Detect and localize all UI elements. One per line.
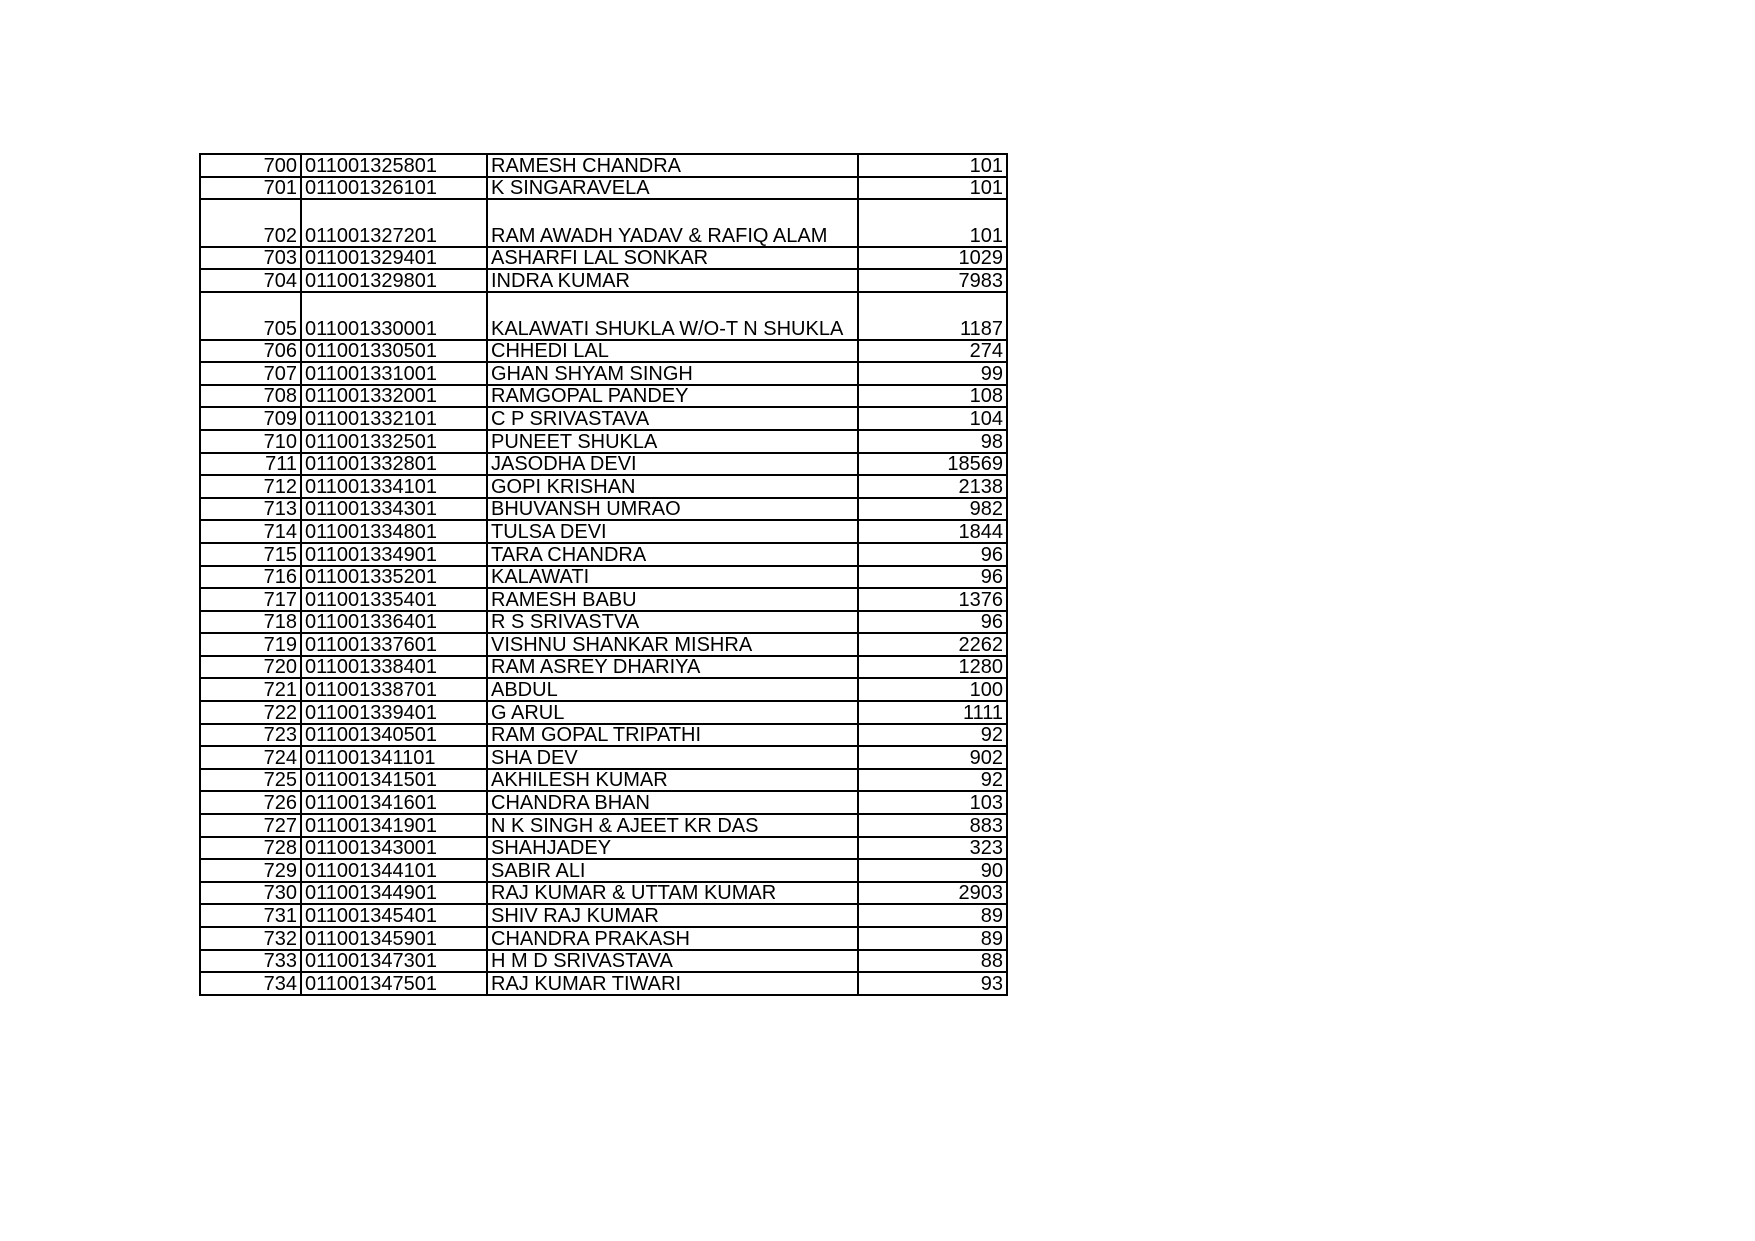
serial-number-cell: 734 [200,972,301,995]
holder-name-cell: K SINGARAVELA [487,177,858,200]
table-row [200,498,1007,521]
account-number-cell: 011001329401 [301,247,487,270]
holder-name-cell: ABDUL [487,678,858,701]
table-row [200,269,1007,292]
table-row [200,475,1007,498]
table-row [200,656,1007,679]
account-number-cell: 011001341601 [301,791,487,814]
holder-name-cell: SHIV RAJ KUMAR [487,904,858,927]
amount-cell: 7983 [858,269,1007,292]
amount-cell: 89 [858,927,1007,950]
table-row [200,292,1007,340]
serial-number-cell: 720 [200,656,301,679]
holder-name-cell: GHAN SHYAM SINGH [487,362,858,385]
serial-number-cell: 712 [200,475,301,498]
amount-cell: 1187 [858,292,1007,340]
account-number-cell: 011001344901 [301,882,487,905]
holder-name-cell: CHHEDI LAL [487,340,858,363]
table-row [200,633,1007,656]
table-row [200,678,1007,701]
amount-cell: 101 [858,199,1007,247]
serial-number-cell: 728 [200,837,301,860]
table-row [200,430,1007,453]
table-row [200,701,1007,724]
amount-cell: 100 [858,678,1007,701]
serial-number-cell: 702 [200,199,301,247]
serial-number-cell: 703 [200,247,301,270]
amount-cell: 1376 [858,588,1007,611]
account-number-cell: 011001335401 [301,588,487,611]
table-row [200,340,1007,363]
holder-name-cell: RAJ KUMAR TIWARI [487,972,858,995]
table-row [200,882,1007,905]
account-number-cell: 011001332001 [301,385,487,408]
holder-name-cell: PUNEET SHUKLA [487,430,858,453]
table-body [200,154,1007,995]
serial-number-cell: 704 [200,269,301,292]
holder-name-cell: RAM AWADH YADAV & RAFIQ ALAM [487,199,858,247]
amount-cell: 1111 [858,701,1007,724]
table-row [200,543,1007,566]
amount-cell: 103 [858,791,1007,814]
account-number-cell: 011001330001 [301,292,487,340]
holder-name-cell: KALAWATI SHUKLA W/O-T N SHUKLA [487,292,858,340]
amount-cell: 2262 [858,633,1007,656]
data-table [199,153,1008,996]
account-number-cell: 011001331001 [301,362,487,385]
amount-cell: 18569 [858,453,1007,476]
account-number-cell: 011001344101 [301,859,487,882]
table-row [200,769,1007,792]
account-number-cell: 011001336401 [301,611,487,634]
holder-name-cell: RAMGOPAL PANDEY [487,385,858,408]
serial-number-cell: 713 [200,498,301,521]
account-number-cell: 011001326101 [301,177,487,200]
amount-cell: 101 [858,177,1007,200]
account-number-cell: 011001347301 [301,950,487,973]
holder-name-cell: INDRA KUMAR [487,269,858,292]
table-row [200,453,1007,476]
table-row [200,927,1007,950]
amount-cell: 1280 [858,656,1007,679]
serial-number-cell: 733 [200,950,301,973]
holder-name-cell: G ARUL [487,701,858,724]
holder-name-cell: JASODHA DEVI [487,453,858,476]
amount-cell: 101 [858,154,1007,177]
amount-cell: 93 [858,972,1007,995]
holder-name-cell: SHA DEV [487,746,858,769]
amount-cell: 2903 [858,882,1007,905]
amount-cell: 104 [858,407,1007,430]
serial-number-cell: 718 [200,611,301,634]
holder-name-cell: RAM ASREY DHARIYA [487,656,858,679]
holder-name-cell: TULSA DEVI [487,520,858,543]
account-number-cell: 011001327201 [301,199,487,247]
table-row [200,837,1007,860]
amount-cell: 96 [858,543,1007,566]
serial-number-cell: 726 [200,791,301,814]
holder-name-cell: N K SINGH & AJEET KR DAS [487,814,858,837]
serial-number-cell: 710 [200,430,301,453]
account-number-cell: 011001325801 [301,154,487,177]
serial-number-cell: 723 [200,724,301,747]
account-number-cell: 011001334901 [301,543,487,566]
holder-name-cell: RAJ KUMAR & UTTAM KUMAR [487,882,858,905]
holder-name-cell: GOPI KRISHAN [487,475,858,498]
account-number-cell: 011001337601 [301,633,487,656]
table-row [200,385,1007,408]
account-number-cell: 011001338401 [301,656,487,679]
table-row [200,724,1007,747]
holder-name-cell: TARA CHANDRA [487,543,858,566]
table-row [200,566,1007,589]
account-number-cell: 011001338701 [301,678,487,701]
serial-number-cell: 707 [200,362,301,385]
holder-name-cell: BHUVANSH UMRAO [487,498,858,521]
holder-name-cell: SHAHJADEY [487,837,858,860]
holder-name-cell: AKHILESH KUMAR [487,769,858,792]
account-number-cell: 011001334801 [301,520,487,543]
serial-number-cell: 724 [200,746,301,769]
account-number-cell: 011001341901 [301,814,487,837]
holder-name-cell: VISHNU SHANKAR MISHRA [487,633,858,656]
amount-cell: 2138 [858,475,1007,498]
holder-name-cell: KALAWATI [487,566,858,589]
table-row [200,791,1007,814]
account-number-cell: 011001345401 [301,904,487,927]
table-row [200,859,1007,882]
serial-number-cell: 706 [200,340,301,363]
serial-number-cell: 717 [200,588,301,611]
amount-cell: 902 [858,746,1007,769]
serial-number-cell: 701 [200,177,301,200]
account-number-cell: 011001334101 [301,475,487,498]
table-row [200,972,1007,995]
account-number-cell: 011001345901 [301,927,487,950]
serial-number-cell: 725 [200,769,301,792]
serial-number-cell: 719 [200,633,301,656]
serial-number-cell: 721 [200,678,301,701]
account-number-cell: 011001343001 [301,837,487,860]
serial-number-cell: 700 [200,154,301,177]
table-row [200,199,1007,247]
account-number-cell: 011001329801 [301,269,487,292]
holder-name-cell: RAMESH CHANDRA [487,154,858,177]
table-row [200,520,1007,543]
amount-cell: 1029 [858,247,1007,270]
amount-cell: 88 [858,950,1007,973]
account-number-cell: 011001332101 [301,407,487,430]
holder-name-cell: CHANDRA PRAKASH [487,927,858,950]
holder-name-cell: C P SRIVASTAVA [487,407,858,430]
table-row [200,904,1007,927]
table-row [200,814,1007,837]
amount-cell: 108 [858,385,1007,408]
serial-number-cell: 708 [200,385,301,408]
amount-cell: 90 [858,859,1007,882]
table-row [200,362,1007,385]
amount-cell: 883 [858,814,1007,837]
serial-number-cell: 705 [200,292,301,340]
account-number-cell: 011001339401 [301,701,487,724]
holder-name-cell: ASHARFI LAL SONKAR [487,247,858,270]
account-number-cell: 011001335201 [301,566,487,589]
table-row [200,746,1007,769]
amount-cell: 323 [858,837,1007,860]
table-row [200,177,1007,200]
holder-name-cell: SABIR ALI [487,859,858,882]
account-number-cell: 011001332501 [301,430,487,453]
serial-number-cell: 732 [200,927,301,950]
account-number-cell: 011001341501 [301,769,487,792]
amount-cell: 96 [858,611,1007,634]
serial-number-cell: 709 [200,407,301,430]
holder-name-cell: R S SRIVASTVA [487,611,858,634]
amount-cell: 89 [858,904,1007,927]
amount-cell: 1844 [858,520,1007,543]
holder-name-cell: RAM GOPAL TRIPATHI [487,724,858,747]
amount-cell: 92 [858,769,1007,792]
holder-name-cell: H M D SRIVASTAVA [487,950,858,973]
table-row [200,407,1007,430]
amount-cell: 982 [858,498,1007,521]
serial-number-cell: 714 [200,520,301,543]
serial-number-cell: 727 [200,814,301,837]
table-row [200,950,1007,973]
table-row [200,588,1007,611]
table-row [200,247,1007,270]
serial-number-cell: 715 [200,543,301,566]
serial-number-cell: 722 [200,701,301,724]
account-number-cell: 011001334301 [301,498,487,521]
account-number-cell: 011001332801 [301,453,487,476]
amount-cell: 96 [858,566,1007,589]
serial-number-cell: 716 [200,566,301,589]
account-number-cell: 011001340501 [301,724,487,747]
serial-number-cell: 731 [200,904,301,927]
holder-name-cell: RAMESH BABU [487,588,858,611]
holder-name-cell: CHANDRA BHAN [487,791,858,814]
amount-cell: 98 [858,430,1007,453]
table-row [200,611,1007,634]
amount-cell: 99 [858,362,1007,385]
account-number-cell: 011001330501 [301,340,487,363]
account-number-cell: 011001341101 [301,746,487,769]
serial-number-cell: 729 [200,859,301,882]
serial-number-cell: 711 [200,453,301,476]
account-number-cell: 011001347501 [301,972,487,995]
amount-cell: 92 [858,724,1007,747]
serial-number-cell: 730 [200,882,301,905]
amount-cell: 274 [858,340,1007,363]
table-row [200,154,1007,177]
